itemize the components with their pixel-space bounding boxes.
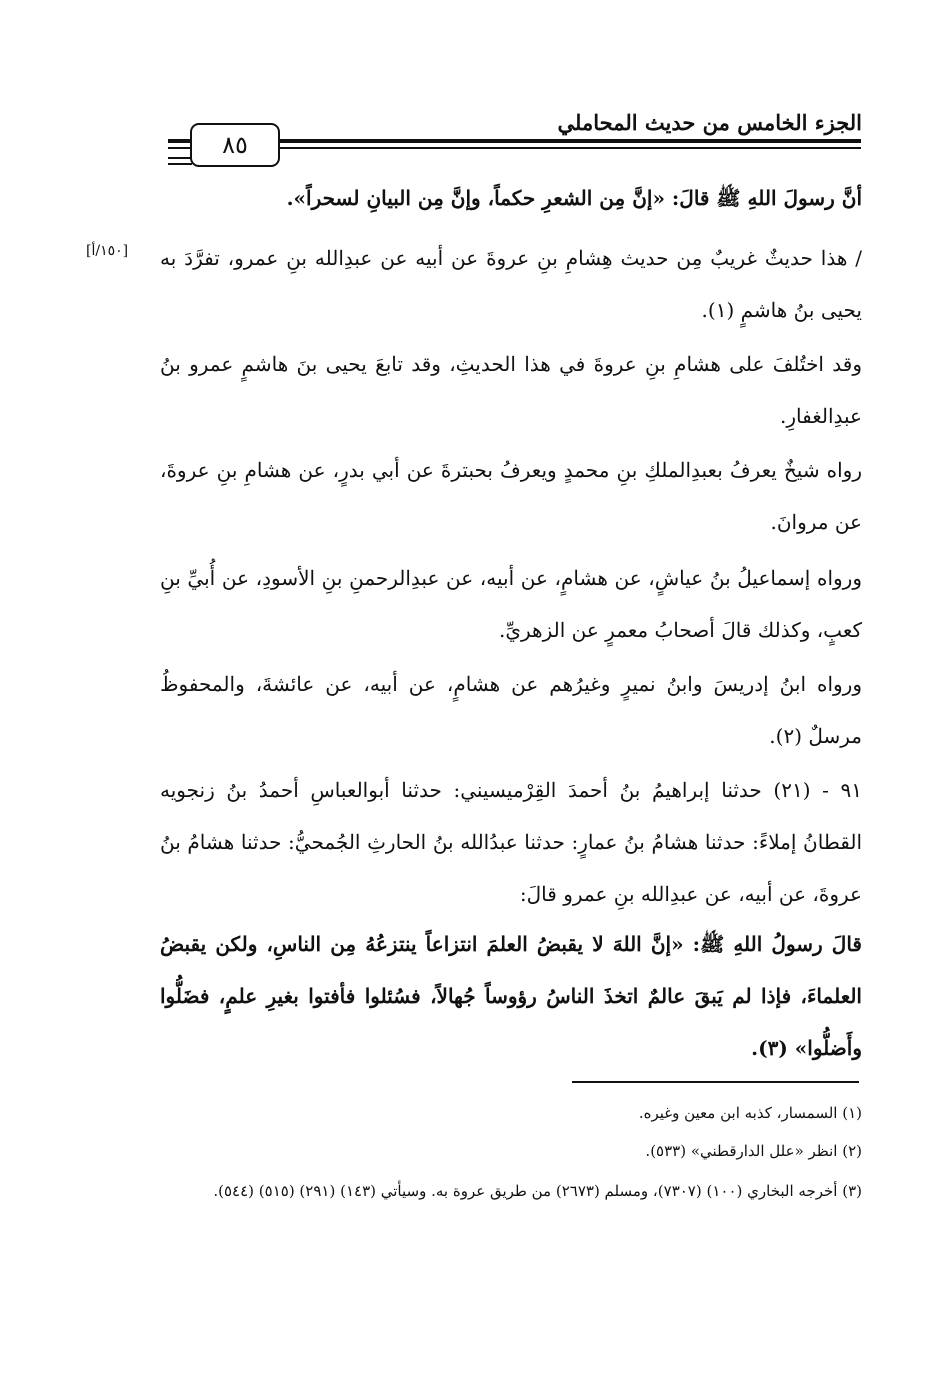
commentary-paragraph-4: ورواه إسماعيلُ بنُ عياشٍ، عن هشامٍ، عن أبيه، عن عبدِالرحمنِ بنِ الأسودِ، عن أُبيِّ بنِ كعبٍ، وكذلك قالَ أصحابُ معمرٍ عن الزهريِّ. [160,566,862,642]
commentary-paragraph-5: ورواه ابنُ إدريسَ وابنُ نميرٍ وغيرُهم عن هشامٍ، عن أبيه، عن عائشةَ، والمحفوظُ مرسلٌ (٢). [160,672,862,748]
header-rule-ornament-1 [168,157,192,159]
header-rule-ornament-2 [168,163,192,165]
page-number: ٨٥ [222,131,248,159]
footnote-2: (٢) انظر «علل الدارقطني» (٥٣٣). [645,1142,862,1160]
commentary-paragraph-1: / هذا حديثٌ غريبٌ مِن حديث هِشامِ بنِ عروةَ عن أبيه عن عبدِالله بنِ عمرو، تفرَّدَ به يحيى بنُ هاشمٍ (١). [160,246,862,322]
isnad-paragraph: ٩١ - (٢١) حدثنا إبراهيمُ بنُ أحمدَ القِرْميسيني: حدثنا أبوالعباسِ أحمدُ بنُ زنجويه القطانُ إملاءً: حدثنا هشامُ بنُ عمارٍ: حدثنا عبدُالله بنُ الحارثِ الجُمحيُّ: حدثنا هشامُ بنُ عروةَ، عن أبيه، عن عبدِالله بنِ عمرو قالَ: [160,778,862,906]
footnote-1: (١) السمسار، كذبه ابن معين وغيره. [638,1104,862,1122]
hadith-text-2: قالَ رسولُ اللهِ ﷺ: «إنَّ اللهَ لا يقبضُ العلمَ انتزاعاً ينتزعُهُ مِن الناسِ، ولكن يقبضُ العلماءَ، فإذا لم يَبقَ عالمٌ اتخذَ الناسُ رؤوساً جُهالاً، فسُئلوا فأفتوا بغيرِ علمٍ، فضَلُّوا وأَضلُّوا» (٣). [160,932,862,1060]
footnote-3: (٣) أخرجه البخاري (١٠٠) (٧٣٠٧)، ومسلم (٢٦٧٣) من طريق عروة به. وسيأتي (١٤٣) (٢٩١) (٥١٥) (٥٤٤). [213,1182,862,1200]
commentary-paragraph-2: وقد اختُلفَ على هشامِ بنِ عروةَ في هذا الحديثِ، وقد تابعَ يحيى بنَ هاشمٍ عمرو بنُ عبدِالغفارِ. [160,352,862,428]
footnote-rule [572,1081,859,1083]
running-title: الجزء الخامس من حديث المحاملي [557,110,862,135]
commentary-paragraph-3: رواه شيخٌ يعرفُ بعبدِالملكِ بنِ محمدٍ ويعرفُ بحبترةَ عن أبي بدرٍ، عن هشامِ بنِ عروةَ، عن مروانَ. [160,458,862,534]
page-number-box [190,123,280,167]
manuscript-folio-ref: [١٥٠/أ] [86,243,129,259]
hadith-text-1: أنَّ رسولَ اللهِ ﷺ قالَ: «إنَّ مِن الشعرِ حكماً، وإنَّ مِن البيانِ لسحراً». [286,186,862,210]
